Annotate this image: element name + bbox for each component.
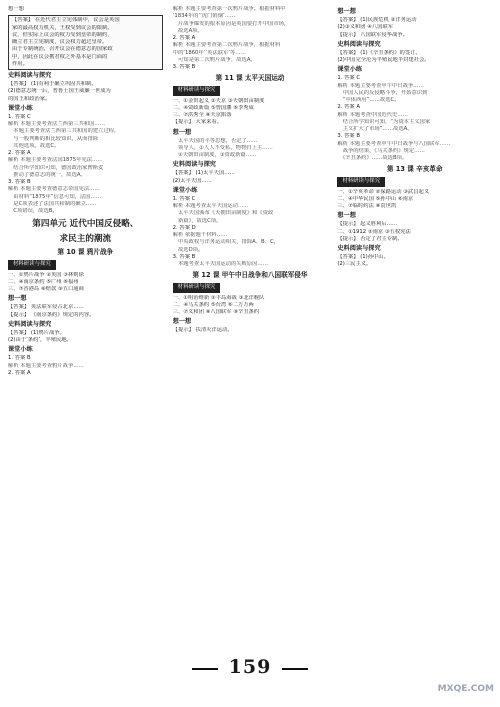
- text-line: 【提示】 八国联军侵华战争。: [337, 31, 408, 38]
- lesson-title: 第 13 课 辛亥革命: [386, 165, 443, 174]
- text-line: 的国王和政治家。: [8, 95, 51, 102]
- section-heading: 想一想: [337, 212, 356, 220]
- text-line: 三、⑦香港岛 ⑧赔款 ⑨五口通商: [8, 286, 84, 292]
- text-line: 【提示】 大家来看。: [172, 119, 223, 126]
- column-middle: 解析 本题主要考查第一次鸦片战争。根据材料中 ‘1834年的’‘虎门销烟’…… 片战争爆发的根本原因是英国要打开中国市场， 故选A项。 2. 答案 A 解析 本题主要考查第二次鸦片战争，根据材料 中的‘1860年’‘英法联军’等…… 可知是第二次鸦片战争，故选A。 3. 答案 B 第 11 课 太平天国运动 材料研读与探究 一、①金田起义 ②天京 ③天朝田亩制度 二、④资政新篇 ⑤曾国藩 ⑥李秀成 三、⑦洪秀全 ⑧天京陷落 【提示】 大家来看。 想一想 太平天国的平等思想，否定了…… 领导人，①人人不受私，物物归上主…… ②天朝田亩制度，③资政新篇…… 史料阅读与探究 【答案】 (1)太平天国…… (2)太平天国…… 课堂小练 1. 答案 C 解析 本题考查太平天国运动…… 太平天国颁布《天朝田亩制度》和《资政 新篇》，故选C项。 2. 答案 D 解析 依据题干材料…… 中央政权与洋务运动相关，排除A、B、C， 故选D项。 3. 答案 B 本题考查太平天国运动的失败原因…… 第 12 课 甲午中日战争和八国联军侵华 材料研读与探究 一、①明治维新 ②丰岛海战 ③北洋舰队 二、④马关条约 ⑤台湾 ⑥二万万两 三、⑦义和团 ⑧八国联军 ⑨辛丑条约 想一想 【提示】 扶清灭洋运动。: [173, 6, 328, 656]
- text-line: 3. 答案 B: [337, 133, 360, 140]
- section-heading: 史料阅读与探究: [337, 245, 381, 252]
- section-heading: 想一想: [172, 128, 192, 136]
- text-line: 解析 本题主要考查法兰西第三共和国……: [8, 121, 106, 127]
- text-line: 【答案】 (1)有利于确立巩固共和制。: [8, 81, 97, 87]
- unit-title: 第四单元 近代中国反侵略、: [32, 219, 139, 230]
- unit-subtitle: 求民主的潮流: [59, 234, 112, 245]
- text-line: 1. 答案 B: [8, 355, 31, 362]
- lesson-title: 第 12 课 甲午中日战争和八国联军侵华: [192, 271, 308, 280]
- text-line: 由于专制统治，召开议会在德意志的国家政: [12, 46, 113, 53]
- text-line: 1. 答案 C: [337, 75, 361, 82]
- text-line: 【答案】 在近代君主立宪体制中，议会是英国: [12, 17, 120, 24]
- text-line: 一、①金田起义 ②天京 ③天朝田亩制度: [172, 97, 265, 104]
- section-heading: 想一想: [172, 318, 192, 326]
- footer-rule-left: [192, 668, 218, 670]
- text-line: 确立君主立宪制度，议会权力超过皇帝。: [12, 39, 108, 45]
- text-line: 一、①明治维新 ②丰岛海战 ③北洋舰队: [172, 294, 265, 301]
- section-bar: 材料研读与探究: [8, 260, 163, 269]
- text-line: 【答案】 (1)太平天国……: [172, 170, 235, 177]
- text-line: 【答案】 英法联军侵占北京……: [8, 304, 84, 311]
- text-line: (2)三民主义。: [337, 261, 372, 268]
- footer-rule-right: [282, 668, 308, 670]
- section-heading: 课堂小练: [8, 346, 33, 354]
- text-line: 三、⑦临时约法 ⑧袁世凯: [337, 203, 397, 209]
- text-line: 1. 答案 C: [8, 113, 31, 120]
- section-bar: 材料研读与探究: [337, 177, 492, 186]
- text-line: 解析 本题主要考查第二次鸦片战争，根据材料: [172, 42, 281, 49]
- text-line: 中，因此在议会携君权之外基本是门面的: [12, 53, 108, 60]
- text-line: 【答案】 (1)民族危机 ②洋务运动: [337, 17, 417, 23]
- text-line: 【答案】 (1)《辛丑条约》的签订。: [337, 49, 421, 56]
- section-bar: 材料研读与探究: [173, 283, 328, 292]
- text-line: 【答案】 (1)鸦片战争。: [8, 329, 65, 336]
- text-line: 【提示】 《南京条约》规定的内容。: [8, 311, 95, 318]
- text-line: 解析 本题主要考查鸦片战争……: [8, 362, 84, 369]
- text-line: 解析 本题考查太平天国运动……: [172, 203, 249, 209]
- text-line: 2. 答案 A: [172, 35, 196, 41]
- text-line: 二、④资政新篇 ⑤曾国藩 ⑥李秀成: [172, 104, 254, 111]
- text-line: 解析 本题主要考查甲午中日战争……: [337, 82, 424, 89]
- section-heading: 想一想: [8, 295, 27, 303]
- text-line: 解析 本题主要考查甲午中日战争与八国联军……: [337, 140, 451, 147]
- text-line: 2. 答案 A: [337, 104, 360, 111]
- text-line: 想一想: [8, 6, 24, 12]
- section-heading: 史料阅读与探究: [337, 40, 381, 48]
- text-line: (2)由于‘条约’，半殖民地。: [8, 337, 72, 343]
- text-line: 【答案】 (1)孙中山。: [337, 254, 389, 260]
- text-line: 解析 本题主要考查德意志帝国宪法……: [8, 186, 100, 193]
- text-line: 解析 本题主要考查第一次鸦片战争。根据材料中: [172, 6, 286, 12]
- text-line: 【提示】 扶清灭洋运动。: [172, 327, 233, 334]
- text-line: 作用。: [12, 60, 28, 67]
- section-heading: 课堂小练: [337, 66, 363, 74]
- text-line: 【提示】 起义胜利后……: [337, 221, 398, 228]
- text-line: 二、④马关条约 ⑤台湾 ⑥二万万两: [172, 301, 254, 308]
- text-line: 二、①1912 ②南京 ③五权宪法: [337, 228, 411, 235]
- column-right: 想一想 【答案】 (1)民族危机 ②洋务运动 (2)③义和团 ④八国联军 【提示】 八国联军侵华战争。 史料阅读与探究 【答案】 (1)《辛丑条约》的签订。 (2)中国完全沦为半殖民地半封建社会。 课堂小练 1. 答案 C 解析 本题主要考查甲午中日战争…… 中国人民的反侵略斗争，开始意识到 “中体西用”……故选C。 2. 答案 A 解析 本题考查中国近代史…… 结合所学知识可知，“为资本主义国家 主义扩大了市场”……故选A。 3. 答案 B 解析 本题主要考查甲午中日战争与八国联军…… 战争的结果，《马关条约》规定…… 《辛丑条约》……故选B项。 第 13 课 辛亥革命 材料研读与探究 一、①辛亥革命 ②保路运动 ③武昌起义 二、④中华民国 ⑤孙中山 ⑥南京 三、⑦临时约法 ⑧袁世凯 想一想 【提示】 起义胜利后…… 二、①1912 ②南京 ③五权宪法 【提示】 否定了君主专制。 史料阅读与探究 【答案】 (1)孙中山。 (2)三民主义。: [337, 6, 492, 656]
- lesson-title: 第 10 课 鸦片战争: [57, 248, 114, 257]
- answer-box: [8, 15, 163, 70]
- text-line: 2. 答案 A: [8, 369, 31, 376]
- three-column-body: [8, 6, 492, 656]
- text-line: 解析 本题主要考查法国1875年宪法……: [8, 157, 103, 164]
- text-line: 二、④南京条约 ⑤广州 ⑥福州: [8, 278, 79, 285]
- text-line: 解析 依据题干材料……: [172, 232, 228, 238]
- text-line: (2)太平天国……: [172, 177, 212, 184]
- section-bar: 材料研读与探究: [173, 86, 328, 95]
- page-footer: [0, 656, 500, 678]
- text-line: (2)③义和团 ④八国联军: [337, 24, 394, 31]
- section-heading: 史料阅读与探究: [8, 72, 52, 79]
- text-line: 解析 本题考查中国近代史……: [337, 111, 408, 118]
- text-line: ‘1834年的’‘虎门销烟’……: [172, 13, 236, 20]
- text-line: 三、⑦义和团 ⑧八国联军 ⑨辛丑条约: [172, 309, 260, 315]
- text-line: 2. 答案 A: [8, 150, 31, 156]
- text-line: 中的‘1860年’‘英法联军’等……: [172, 49, 246, 56]
- section-heading: 史料阅读与探究: [8, 320, 52, 328]
- text-line: 【提示】 否定了君主专制。: [337, 235, 403, 242]
- text-line: 1. 答案 C: [172, 195, 196, 202]
- text-line: 三、⑦洪秀全 ⑧天京陷落: [172, 112, 232, 118]
- text-line: 议，但实际上议会的权力受到皇帝的制约，: [12, 31, 113, 38]
- section-heading: 课堂小练: [8, 104, 33, 112]
- lesson-title: 第 11 课 太平天国运动: [215, 74, 285, 83]
- text-line: (2)中国完全沦为半殖民地半封建社会。: [337, 57, 430, 63]
- text-line: 3. 答案 B: [172, 253, 196, 260]
- column-left: 想一想 【答案】 在近代君主立宪体制中，议会是英国 家的最高权力机关，王权受到议会的限制。 议，但实际上议会的权力受到皇帝的制约， 确立君主立宪制度，议会权力超过皇帝。 由于专制统治，召开议会在德意志的国家政 中，因此在议会携君权之外基本是门面的 作用。 史料阅读与探究 【答案】 (1)有利于确立巩固共和制。 (2)德意志统一后，普鲁士国王威廉一世成为 的国王和政治家。 课堂小练 1. 答案 C 解析 本题主要考查法兰西第三共和国…… 本题主要考查法兰西第三共和国的建立过程， 与一般判断的相比较知识，从而排除 其他选项。故选C。 2. 答案 A 解析 本题主要考查法国1875年宪法…… 结合所学知识可知，德国政治家俾斯麦 推动了德意志的统一，故选A。 3. 答案 B 解析 本题主要考查德意志帝国宪法…… 由材料“1875年”信息可知，法国…… 是C项表述了法国共和制的确立…… C项错误，故选B。 第四单元 近代中国反侵略、 求民主的潮流 第 10 课 鸦片战争 材料研读与探究 一、①鸦片战争 ②英国 ③林则徐 二、④南京条约 ⑤广州 ⑥福州 三、⑦香港岛 ⑧赔款 ⑨五口通商 想一想 【答案】 英法联军侵占北京…… 【提示】 《南京条约》规定的内容。 史料阅读与探究 【答案】 (1)鸦片战争。 (2)由于‘条约’，半殖民地。 课堂小练 1. 答案 B 解析 本题主要考查鸦片战争…… 2. 答案 A: [8, 6, 163, 656]
- page-number: 159: [228, 656, 272, 678]
- section-heading: 想一想: [337, 8, 356, 15]
- text-line: 一、①辛亥革命 ②保路运动 ③武昌起义: [337, 188, 430, 195]
- text-line: 一、①鸦片战争 ②英国 ③林则徐: [8, 271, 84, 278]
- text-line: 家的最高权力机关，王权受到议会的限制。: [12, 24, 113, 31]
- section-heading: 史料阅读与探究: [172, 161, 216, 169]
- text-line: (2)德意志统一后，普鲁士国王威廉一世成为: [8, 88, 111, 95]
- section-heading: 课堂小练: [172, 186, 198, 194]
- text-line: 3. 答案 B: [172, 64, 196, 70]
- text-line: 二、④中华民国 ⑤孙中山 ⑥南京: [337, 195, 414, 202]
- text-line: 3. 答案 B: [8, 179, 31, 185]
- watermark: MXQE.COM: [437, 684, 494, 694]
- text-line: 2. 答案 D: [172, 224, 196, 231]
